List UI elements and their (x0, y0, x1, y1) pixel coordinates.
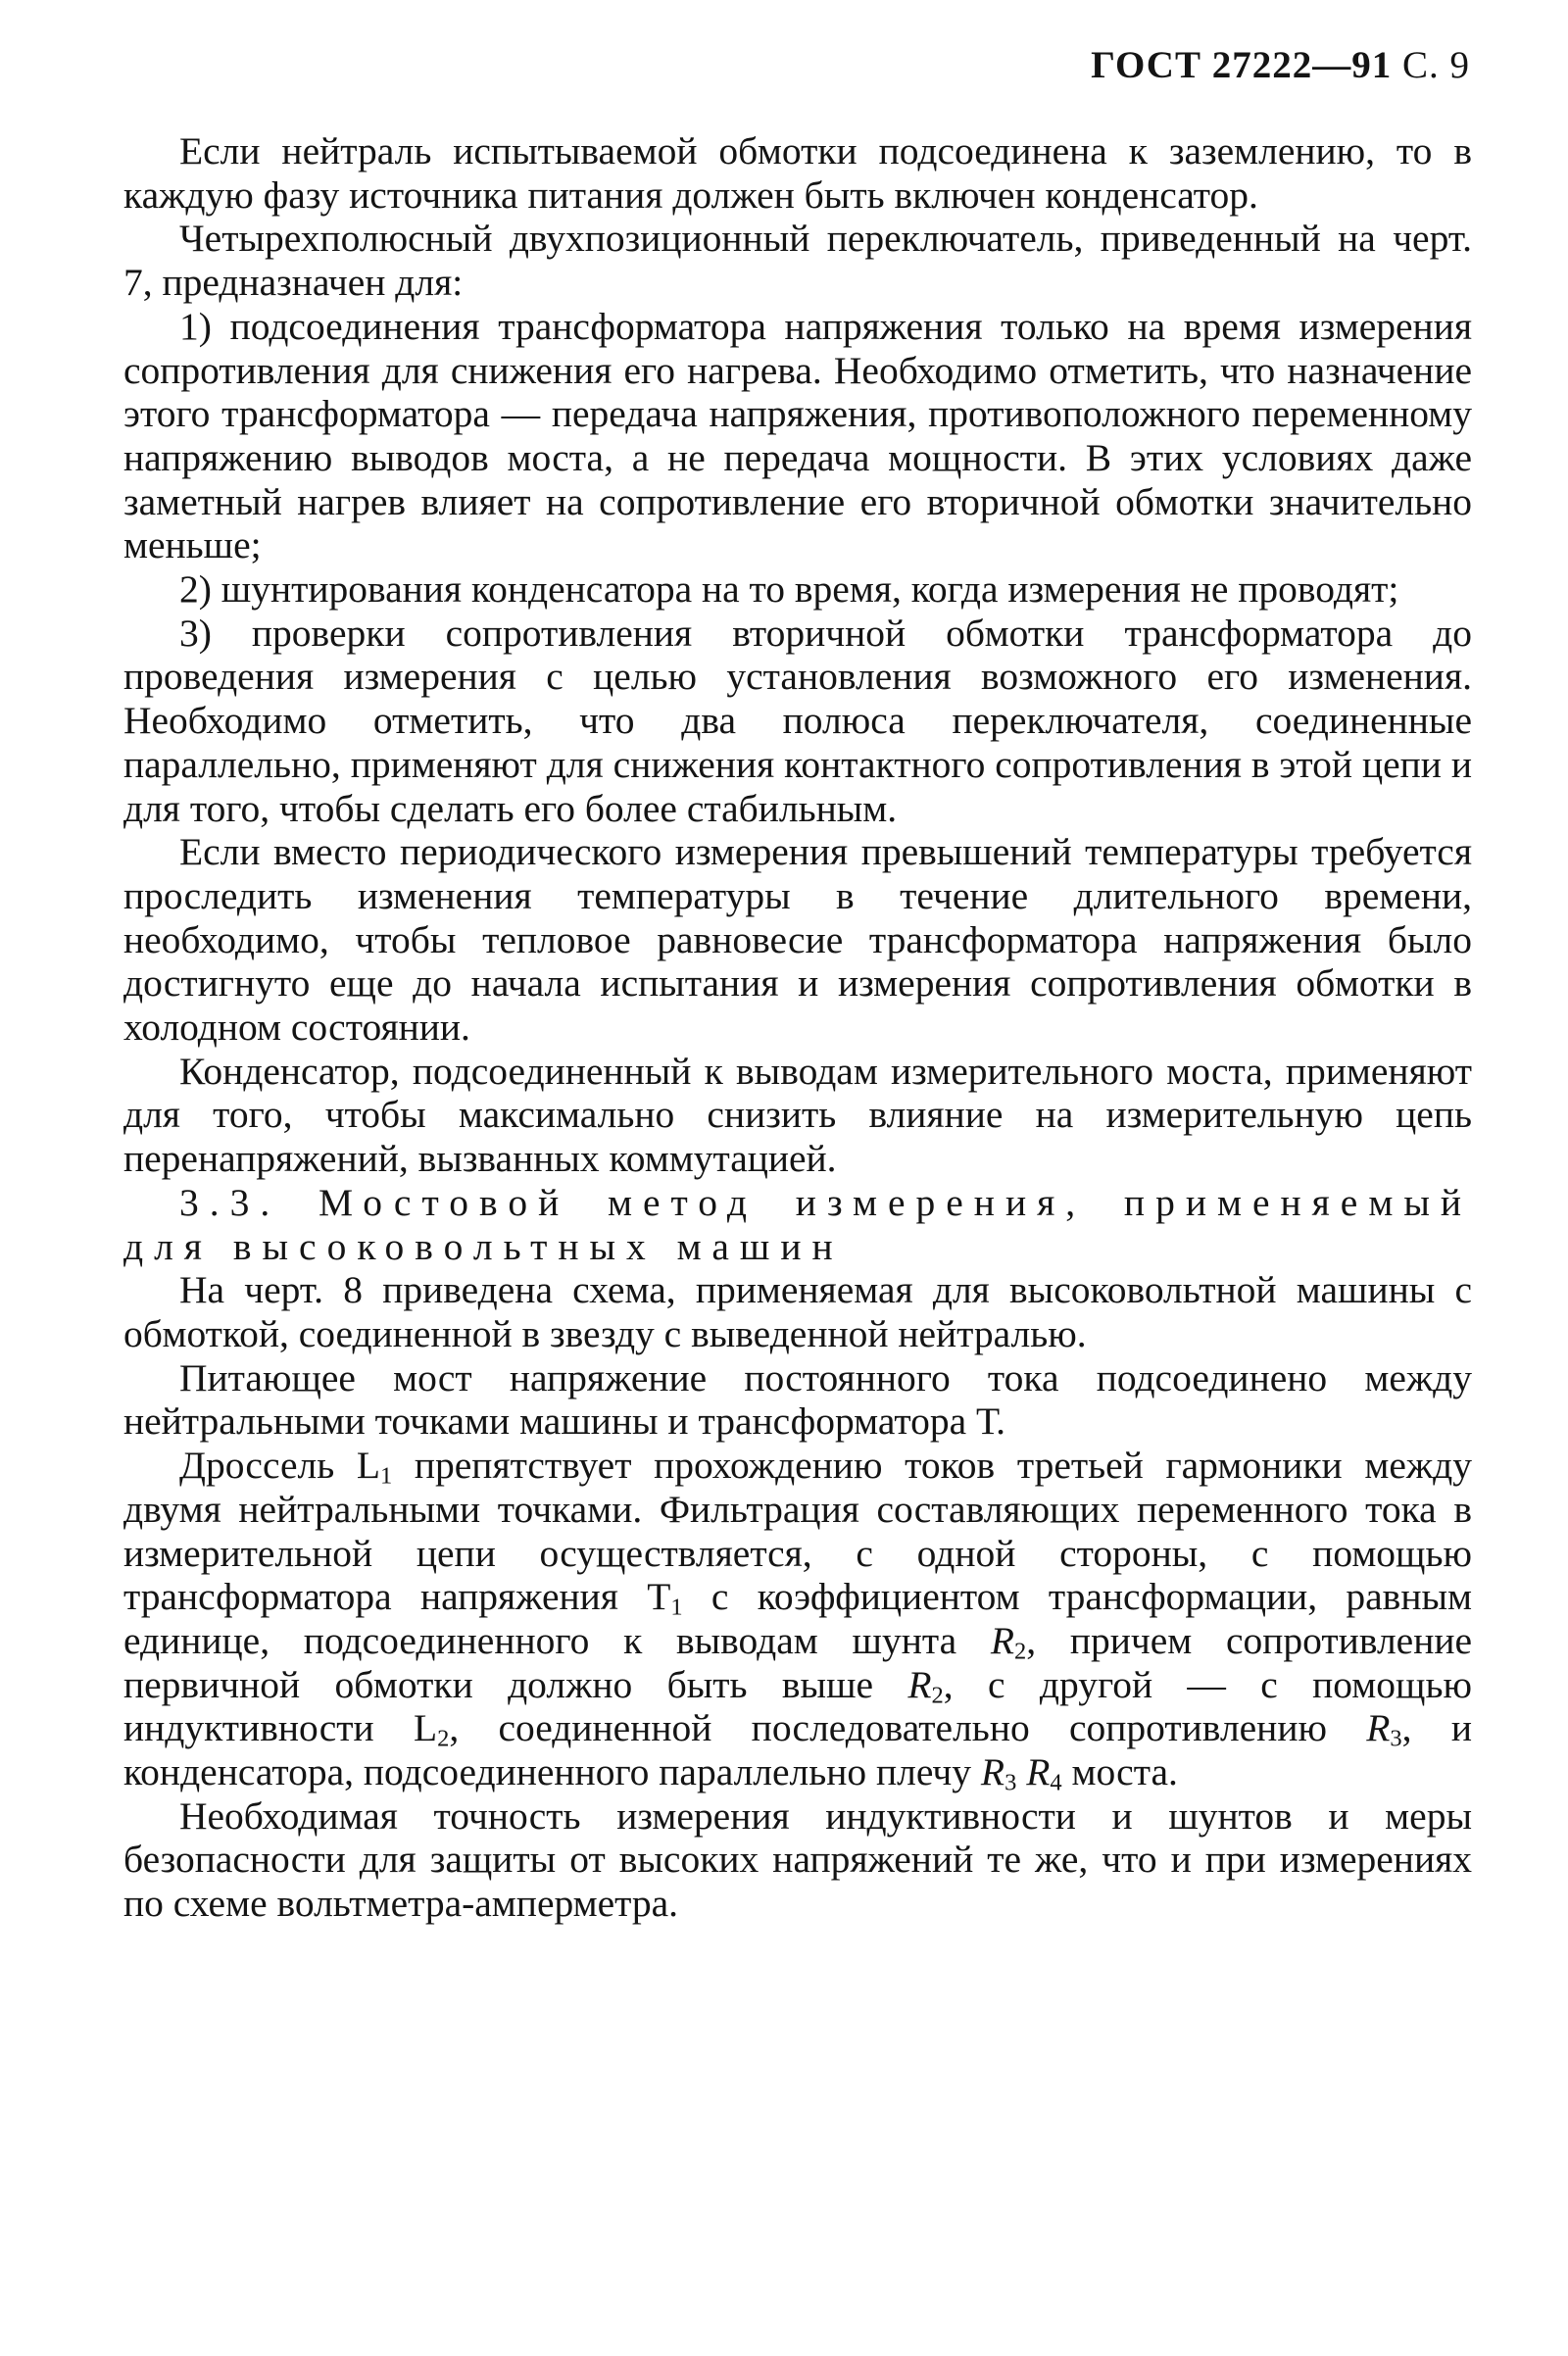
symbol: R (1366, 1706, 1391, 1750)
symbol: R (980, 1750, 1005, 1794)
text-run: с коэффициентом трансформации, равным единице, подсоединенного к выводам шунта (123, 1575, 1472, 1662)
subscript: 1 (380, 1462, 393, 1490)
paragraph-with-formulas (123, 1444, 1472, 1794)
paragraph: Если нейтраль испытываемой обмотки подсоединена к заземлению, то в каждую фазу источника питания должен быть включен конденсатор. (123, 129, 1472, 217)
paragraph: Конденсатор, подсоединенный к выводам измерительного моста, применяют для того, чтобы максимально снизить влияние на измерительную цепь перенапряжений, вызванных коммутацией. (123, 1049, 1472, 1181)
paragraph: Питающее мост напряжение постоянного тока подсоединено между нейтральными точками машины и трансформатора Т. (123, 1355, 1472, 1444)
list-item: 1) подсоединения трансформатора напряжения только на время измерения сопротивления для снижения его нагрева. Необходимо отметить, что назначение этого трансформатора — передача напряжения, противоположного переменному напряжению выводов моста, а не передача мощности. В этих условиях даже заметный нагрев влияет на сопротивление его вторичной обмотки значительно меньше; (123, 304, 1472, 567)
symbol: R (990, 1618, 1014, 1662)
text-run: , соединенной последовательно сопротивлению (449, 1706, 1367, 1750)
subscript: 1 (670, 1594, 683, 1621)
paragraph: Если вместо периодического измерения превышений температуры требуется проследить изменения температуры в течение длительного времени, необходимо, чтобы тепловое равновесие трансформатора напряжения было достигнуто еще до начала испытания и измерения сопротивления обмотки в холодном состоянии. (123, 830, 1472, 1050)
standard-number: ГОСТ 27222—91 (1091, 44, 1393, 86)
page-header (1091, 43, 1470, 87)
text-run: моста. (1061, 1750, 1178, 1794)
subscript: 3 (1004, 1769, 1017, 1796)
paragraph: На черт. 8 приведена схема, применяемая для высоковольтной машины с обмоткой, соединенной в звезду с выведенной нейтралью. (123, 1268, 1472, 1355)
list-item: 3) проверки сопротивления вторичной обмотки трансформатора до проведения измерения с целью установления возможного его изменения. Необходимо отметить, что два полюса переключателя, соединенные параллельно, применяют для снижения контактного сопротивления в этой цепи и для того, чтобы сделать его более стабильным. (123, 611, 1472, 830)
body-text (123, 129, 1472, 1926)
subscript: 2 (931, 1681, 944, 1708)
list-item: 2) шунтирования конденсатора на то время, когда измерения не проводят; (179, 567, 1399, 612)
symbol: R (907, 1662, 932, 1706)
text-run: препятствует прохождению токов третьей гармоники между двумя нейтральными точками. Фильтрация составляющих переменного тока в измерительной цепи осуществляется, с одной стороны, с помощью трансформатора напряжения Т (123, 1444, 1472, 1619)
subscript: 2 (437, 1725, 450, 1752)
text-run: Дроссель L (179, 1444, 380, 1488)
text-run (1016, 1750, 1026, 1793)
subscript: 3 (1390, 1725, 1402, 1752)
text-run: , с другой — с помощью индуктивности L (123, 1662, 1472, 1750)
page-number: С. 9 (1401, 44, 1470, 86)
paragraph: Четырехполюсный двухпозиционный переключатель, приведенный на черт. 7, предназначен для: (123, 217, 1472, 305)
text-run: , причем сопротивление первичной обмотки должно быть выше (123, 1618, 1472, 1706)
symbol: R (1026, 1750, 1051, 1794)
subscript: 4 (1050, 1769, 1062, 1796)
section-heading: 3.3. Мостовой метод измерения, применяемый для высоковольтных машин (123, 1180, 1472, 1268)
paragraph: Необходимая точность измерения индуктивности и шунтов и меры безопасности для защиты от высоких напряжений те же, что и при измерениях по схеме вольтметра-амперметра. (123, 1793, 1472, 1926)
text-run: , и конденсатора, подсоединенного параллельно плечу (123, 1706, 1472, 1794)
subscript: 2 (1014, 1638, 1027, 1665)
